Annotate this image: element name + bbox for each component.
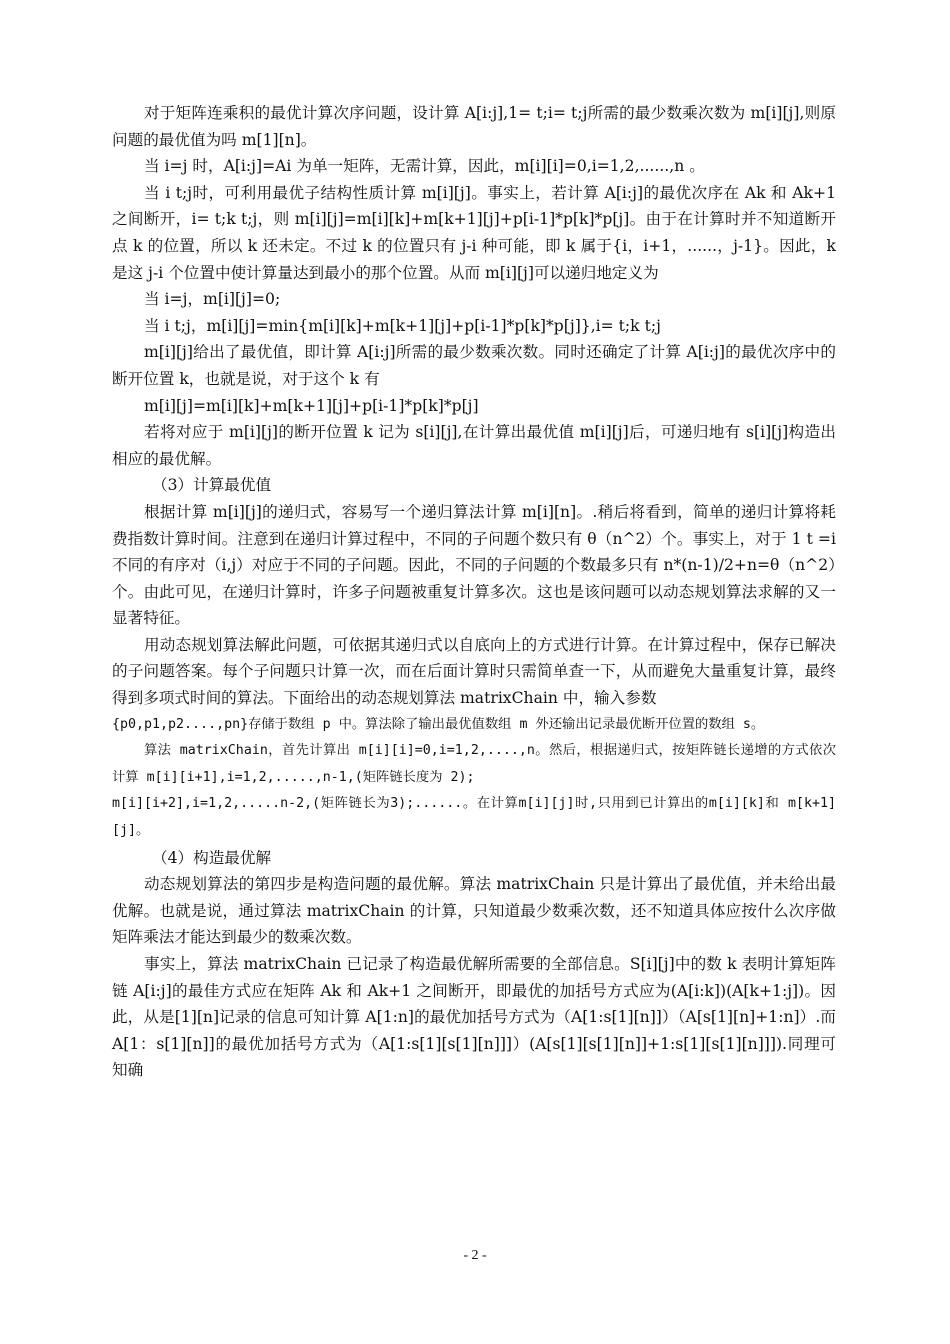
paragraph: m[i][i+2],i=1,2,.....n-2,(矩阵链长为3);......。在计算m[i][j]时,只用到已计算出的m[i][k]和 m[k+1][j]。 [112,796,836,839]
paragraph: 当 i t;j时，可利用最优子结构性质计算 m[i][j]。事实上，若计算 A[i:j]的最优次序在 Ak 和 Ak+1 之间断开，i= t;k t;j，则 m[i][j]=m[i][k]+m[k+1][j]+p[i-1]*p[k]*p[j]。由于在计算时并不知道断开点 k 的位置，所以 k 还未定。不过 k 的位置只有 j-i 种可能，即 k 属于{i，i+1，......，j-1}。因此，k 是这 j-i 个位置中使计算量达到最小的那个位置。从而 m[i][j]可以递归地定义为 [112,183,836,282]
page-number: - 2 - [463,1248,487,1263]
paragraph: {p0,p1,p2....,pn}存储于数组 p 中。算法除了输出最优值数组 m 外还输出记录最优断开位置的数组 s。 [112,716,765,732]
paragraph: 对于矩阵连乘积的最优计算次序问题，设计算 A[i:j],1= t;i= t;j所需的最少数乘次数为 m[i][j],则原问题的最优值为吗 m[1][n]。 [112,104,836,149]
paragraph: 当 i=j，m[i][j]=0; [144,290,281,309]
paragraph: 动态规划算法的第四步是构造问题的最优解。算法 matrixChain 只是计算出了最优值，并未给出最优解。也就是说，通过算法 matrixChain 的计算，只知道最少数乘次数，还不知道具体应按什么次序做矩阵乘法才能达到最少的数乘次数。 [112,875,836,947]
paragraph: 当 i=j 时，A[i:j]=Ai 为单一矩阵，无需计算，因此，m[i][i]=0,i=1,2,......,n 。 [144,157,705,176]
formula-line: m[i][j]=m[i][k]+m[k+1][j]+p[i-1]*p[k]*p[j] [144,396,479,415]
section-heading: （4）构造最优解 [152,848,272,867]
paragraph: 事实上，算法 matrixChain 已记录了构造最优解所需要的全部信息。S[i][j]中的数 k 表明计算矩阵链 A[i:j]的最佳方式应在矩阵 Ak 和 Ak+1 之间断开，即最优的加括号方式应为(A[i:k])(A[k+1:j])。因此，从是[1][n]记录的信息可知计算 A[1:n]的最优加括号方式为（A[1:s[1][n]]）（A[s[1][n]+1:n]）.而 A[1：s[1][n]]的最优加括号方式为（A[1:s[1][s[1][n]]]）(A[s[1][s[1][n]]+1:s[1][s[1][n]]]).同理可知确 [112,955,836,1080]
paragraph: m[i][j]给出了最优值，即计算 A[i:j]所需的最少数乘次数。同时还确定了计算 A[i:j]的最优次序中的断开位置 k，也就是说，对于这个 k 有 [112,343,836,388]
paragraph: 用动态规划算法解此问题，可依据其递归式以自底向上的方式进行计算。在计算过程中，保存已解决的子问题答案。每个子问题只计算一次，而在后面计算时只需简单查一下，从而避免大量重复计算，最终得到多项式时间的算法。下面给出的动态规划算法 matrixChain 中，输入参数 [112,635,836,708]
body-text [112,100,836,1084]
paragraph: 根据计算 m[i][j]的递归式，容易写一个递归算法计算 m[i][n]。.稍后将看到，简单的递归计算将耗费指数计算时间。注意到在递归计算过程中，不同的子问题个数只有 θ（n^2）个。事实上，对于 1 t =i 不同的有序对（i,j）对应于不同的子问题。因此，不同的子问题的个数最多只有 n*(n-1)/2+n=θ（n^2）个。由此可见，在递归计算时，许多子问题被重复计算多次。这也是该问题可以动态规划算法求解的又一显著特征。 [112,502,836,628]
paragraph: 当 i t;j，m[i][j]=min{m[i][k]+m[k+1][j]+p[i-1]*p[k]*p[j]},i= t;k t;j [144,316,661,335]
paragraph: 若将对应于 m[i][j]的断开位置 k 记为 s[i][j],在计算出最优值 m[i][j]后，可递归地有 s[i][j]构造出相应的最优解。 [112,423,836,468]
section-heading: （3）计算最优值 [152,476,272,495]
paragraph: 算法 matrixChain，首先计算出 m[i][i]=0,i=1,2,....,n。然后，根据递归式，按矩阵链长递增的方式依次计算 m[i][i+1],i=1,2,.....,n-1,(矩阵链长度为 2); [112,743,836,785]
